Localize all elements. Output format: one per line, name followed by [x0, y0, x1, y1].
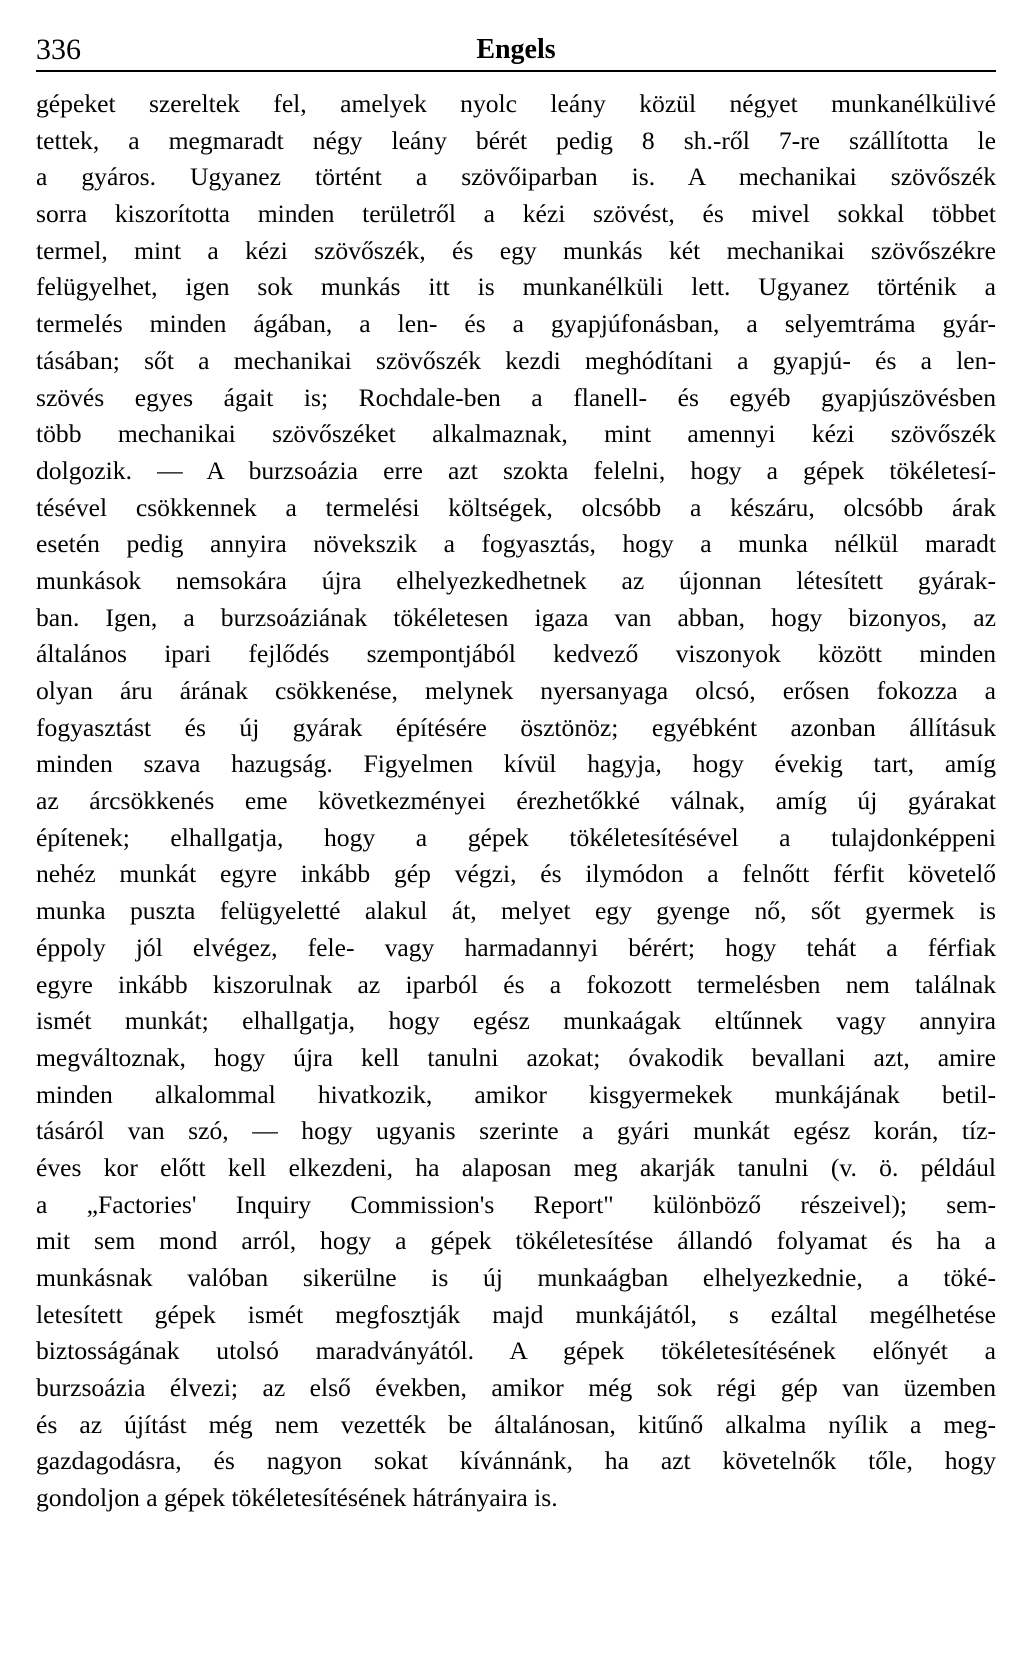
page-number: 336: [36, 33, 81, 66]
text-line: fogyasztást és új gyárak építésére ösztönöz; egyébként azonban állításuk: [36, 712, 996, 742]
text-line: munka puszta felügyeletté alakul át, melyet egy gyenge nő, sőt gyermek is: [36, 896, 996, 926]
text-line: letesített gépek ismét megfosztják majd munkájától, s ezáltal megélhetése: [36, 1299, 996, 1329]
text-line: esetén pedig annyira növekszik a fogyasztás, hogy a munka nélkül maradt: [36, 529, 996, 559]
text-line: és az újítást még nem vezették be általánosan, kitűnő alkalma nyílik a meg-: [36, 1409, 996, 1439]
text-line: felügyelhet, igen sok munkás itt is munkanélküli lett. Ugyanez történik a: [36, 272, 996, 302]
text-line: megváltoznak, hogy újra kell tanulni azokat; óvakodik bevallani azt, amire: [36, 1042, 996, 1072]
text-line: minden szava hazugság. Figyelmen kívül hagyja, hogy évekig tart, amíg: [36, 749, 996, 779]
text-line: nehéz munkát egyre inkább gép végzi, és ilymódon a felnőtt férfit követelő: [36, 859, 996, 889]
text-line: termel, mint a kézi szövőszék, és egy munkás két mechanikai szövőszékre: [36, 235, 996, 265]
text-line: dolgozik. — A burzsoázia erre azt szokta felelni, hogy a gépek tökéletesí-: [36, 455, 996, 485]
text-line: ismét munkát; elhallgatja, hogy egész munkaágak eltűnnek vagy annyira: [36, 1006, 996, 1036]
text-line: egyre inkább kiszorulnak az iparból és a fokozott termelésben nem találnak: [36, 969, 996, 999]
book-page: [36, 30, 996, 1517]
text-line: a „Factories' Inquiry Commission's Report" különböző részeivel); sem-: [36, 1189, 996, 1219]
text-line: mit sem mond arról, hogy a gépek tökéletesítése állandó folyamat és ha a: [36, 1226, 996, 1256]
text-line: termelés minden ágában, a len- és a gyapjúfonásban, a selyemtráma gyár-: [36, 309, 996, 339]
text-line: ban. Igen, a burzsoáziának tökéletesen igaza van abban, hogy bizonyos, az: [36, 602, 996, 632]
text-line: szövés egyes ágait is; Rochdale-ben a flanell- és egyéb gyapjúszövésben: [36, 382, 996, 412]
text-line: éves kor előtt kell elkezdeni, ha alaposan meg akarják tanulni (v. ö. például: [36, 1152, 996, 1182]
page-header: [36, 30, 996, 72]
text-line: általános ipari fejlődés szempontjából kedvező viszonyok között minden: [36, 639, 996, 669]
text-line: burzsoázia élvezi; az első években, amikor még sok régi gép van üzemben: [36, 1373, 996, 1403]
text-line: építenek; elhallgatja, hogy a gépek tökéletesítésével a tulajdonképpeni: [36, 822, 996, 852]
text-line: a gyáros. Ugyanez történt a szövőiparban is. A mechanikai szövőszék: [36, 162, 996, 192]
text-line: tésével csökkennek a termelési költségek, olcsóbb a készáru, olcsóbb árak: [36, 492, 996, 522]
text-line: minden alkalommal hivatkozik, amikor kisgyermekek munkájának betil-: [36, 1079, 996, 1109]
text-line: sorra kiszorította minden területről a kézi szövést, és mivel sokkal többet: [36, 199, 996, 229]
body-paragraph: [36, 86, 996, 1517]
text-line: több mechanikai szövőszéket alkalmaznak, mint amennyi kézi szövőszék: [36, 419, 996, 449]
running-head: Engels: [476, 34, 556, 65]
text-line: tásáról van szó, — hogy ugyanis szerinte a gyári munkát egész korán, tíz-: [36, 1116, 996, 1146]
text-line: munkások nemsokára újra elhelyezkedhetnek az újonnan létesített gyárak-: [36, 565, 996, 595]
text-line: gondoljon a gépek tökéletesítésének hátrányaira is.: [36, 1483, 558, 1513]
text-line: éppoly jól elvégez, fele- vagy harmadannyi bérért; hogy tehát a férfiak: [36, 932, 996, 962]
text-line: tettek, a megmaradt négy leány bérét pedig 8 sh.-ről 7-re szállította le: [36, 125, 996, 155]
text-line: biztosságának utolsó maradványától. A gépek tökéletesítésének előnyét a: [36, 1336, 996, 1366]
text-line: gazdagodásra, és nagyon sokat kívánnánk, ha azt követelnők tőle, hogy: [36, 1446, 996, 1476]
text-line: az árcsökkenés eme következményei érezhetőkké válnak, amíg új gyárakat: [36, 786, 996, 816]
text-line: olyan áru árának csökkenése, melynek nyersanyaga olcsó, erősen fokozza a: [36, 676, 996, 705]
text-line: gépeket szereltek fel, amelyek nyolc leány közül négyet munkanélkülivé: [36, 89, 996, 118]
text-line: tásában; sőt a mechanikai szövőszék kezdi meghódítani a gyapjú- és a len-: [36, 345, 996, 375]
text-line: munkásnak valóban sikerülne is új munkaágban elhelyezkednie, a töké-: [36, 1263, 996, 1292]
